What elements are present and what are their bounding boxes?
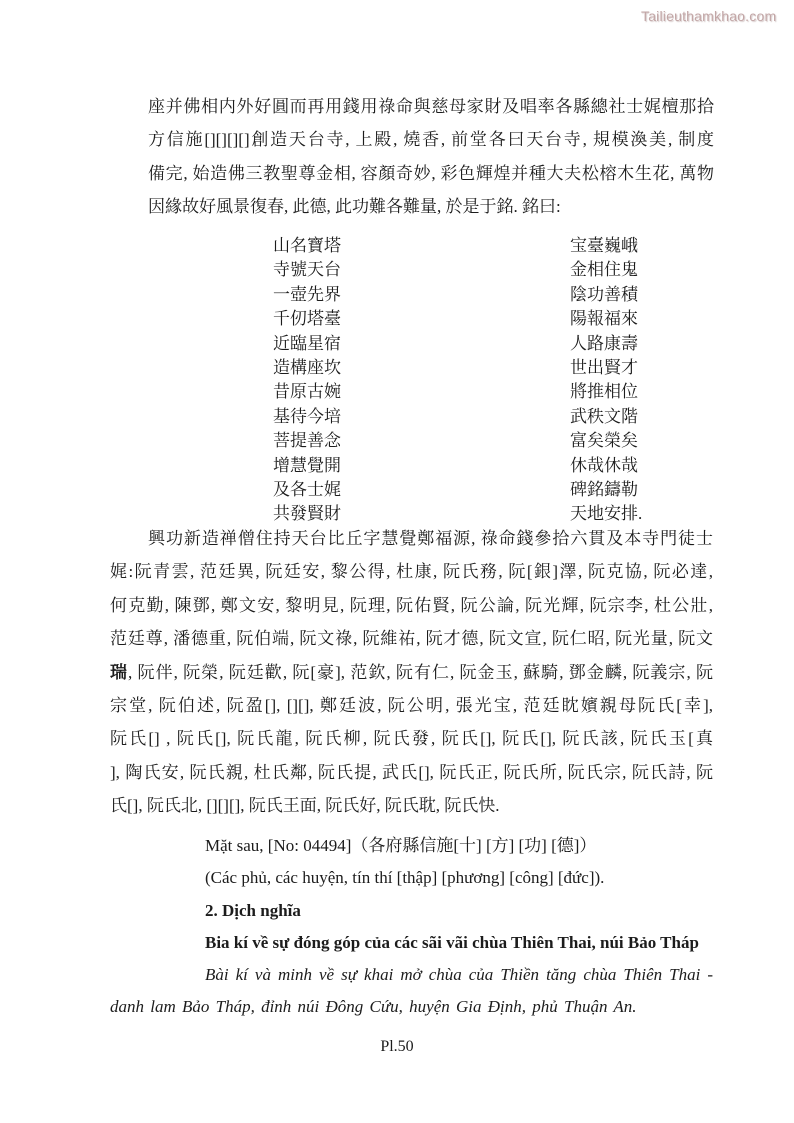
verse-right-line: 宝臺巍峨 [570, 236, 638, 255]
verse-left-line: 昔原古婉 [273, 382, 341, 402]
verse-left-line: 山名寶塔 [273, 236, 341, 255]
verse-right-line: 將推相位 [570, 382, 638, 402]
hanvan-paragraph-1 [148, 90, 714, 224]
verse-right-line: 金相住鬼 [570, 260, 638, 280]
verse-right-line: 天地安排. [570, 504, 643, 524]
verse-left-line: 菩提善念 [273, 431, 341, 451]
verse-right-line: 富矣榮矣 [570, 431, 638, 451]
text-line: 阮氏[] , 阮氏[], 阮氏龍, 阮氏柳, 阮氏發, 阮氏[], 阮氏[], 阮氏該, 阮氏玉[真 [110, 729, 713, 749]
verse-right-line: 休哉休哉 [570, 455, 638, 475]
verse-right-line: 世出賢才 [570, 358, 638, 378]
back-side-section [205, 830, 715, 960]
text-line: 因緣故好風景復春, 此德, 此功難各難量, 於是于銘. 銘曰: [148, 197, 561, 217]
verse-row [273, 234, 642, 258]
verse-row [273, 380, 642, 404]
verse-left-line: 增慧覺開 [273, 455, 341, 475]
page-number: Pl.50 [380, 1038, 414, 1055]
verse-right-line: 陽報福來 [570, 309, 638, 329]
text-line: 座并佛相内外好圓而再用錢用祿命與慈母家財及唱率各縣總社士娓檀那拾 [148, 97, 714, 116]
verse-left-line: 共發賢財 [273, 504, 341, 524]
text-line: 興功新造禅僧住持天台比丘字慧覺鄭福源, 祿命錢參拾六貫及本寺門徒士 [148, 529, 713, 548]
text-line: 宗堂, 阮伯述, 阮盈[], [][], 鄭廷波, 阮公明, 張光宝, 范廷眈嬪親母阮氏[幸], [110, 696, 713, 716]
text-line: 娓:阮青雲, 范廷異, 阮廷安, 黎公得, 杜康, 阮氏務, 阮[銀]澤, 阮克協, 阮必達, [110, 562, 713, 582]
verse-row [273, 283, 642, 307]
verse-row [273, 356, 642, 380]
verse-left-line: 造構座坎 [273, 358, 341, 378]
verse-row [273, 429, 642, 453]
verse-left-line: 千仞塔臺 [273, 309, 341, 329]
back-side-vietnamese-gloss: (Các phủ, các huyện, tín thí [thập] [phương] [công] [đức]). [205, 868, 605, 888]
verse-right-line: 碑銘鑄勒 [570, 480, 638, 500]
verse-row [273, 332, 642, 356]
watermark-text: Tailieuthamkhao.com [641, 8, 777, 24]
text-line: danh lam Bảo Tháp, đỉnh núi Đông Cứu, huyện Gia Định, phủ Thuận An. [110, 997, 637, 1017]
back-side-note: Mặt sau, [No: 04494]（各府縣信施[十] [方] [功] [德]） [205, 836, 597, 855]
verse-left-line: 近臨星宿 [273, 333, 341, 353]
section-heading-dich-nghia: 2. Dịch nghĩa [205, 900, 301, 920]
hanvan-paragraph-2-donor-names [110, 522, 713, 823]
translation-title: Bia kí về sự đóng góp của các sãi vãi chùa Thiên Thai, núi Bảo Tháp [205, 933, 699, 953]
verse-row [273, 307, 642, 331]
text-line: Bài kí và minh về sự khai mở chùa của Thiền tăng chùa Thiên Thai - [205, 965, 713, 984]
text-line: 范廷尊, 潘德重, 阮伯端, 阮文祿, 阮維祐, 阮才德, 阮文宣, 阮仁昭, 阮光量, 阮文 [110, 629, 713, 649]
verse-left-line: 基待今培 [273, 406, 341, 426]
verse-row [273, 258, 642, 282]
verse-left-line: 一壺先界 [273, 284, 341, 304]
verse-row [273, 405, 642, 429]
translation-body-italic [110, 959, 713, 1024]
verse-left-line: 寺號天台 [273, 260, 341, 280]
verse-right-line: 陰功善積 [570, 284, 638, 304]
hanvan-verse-couplets [273, 234, 642, 527]
text-line: 方信施[][][][]創造天台寺, 上殿, 燒香, 前堂各曰天台寺, 規模渙美, 制度 [148, 130, 714, 150]
verse-row [273, 454, 642, 478]
text-line: 備完, 始造佛三教聖尊金相, 容顏奇妙, 彩色輝煌并種大夫松榕木生花, 萬物 [148, 163, 714, 183]
verse-row [273, 478, 642, 502]
verse-right-line: 武秩文階 [570, 406, 638, 426]
verse-right-line: 人路康壽 [570, 333, 638, 353]
text-line: ], 陶氏安, 阮氏親, 杜氏鄰, 阮氏提, 武氏[], 阮氏正, 阮氏所, 阮氏宗, 阮氏詩, 阮 [110, 762, 713, 782]
verse-left-line: 及各士娓 [273, 480, 341, 500]
text-line: 瑞, 阮伴, 阮榮, 阮廷歡, 阮[豪], 范欽, 阮有仁, 阮金玉, 蘇騎, 鄧金麟, 阮義宗, 阮 [110, 662, 713, 682]
text-line: 何克勤, 陳鄧, 鄭文安, 黎明見, 阮理, 阮佑賢, 阮公論, 阮光輝, 阮宗李, 杜公壯, [110, 595, 713, 615]
text-line: 氏[], 阮氏北, [][][], 阮氏王面, 阮氏好, 阮氏耽, 阮氏快. [110, 796, 500, 816]
